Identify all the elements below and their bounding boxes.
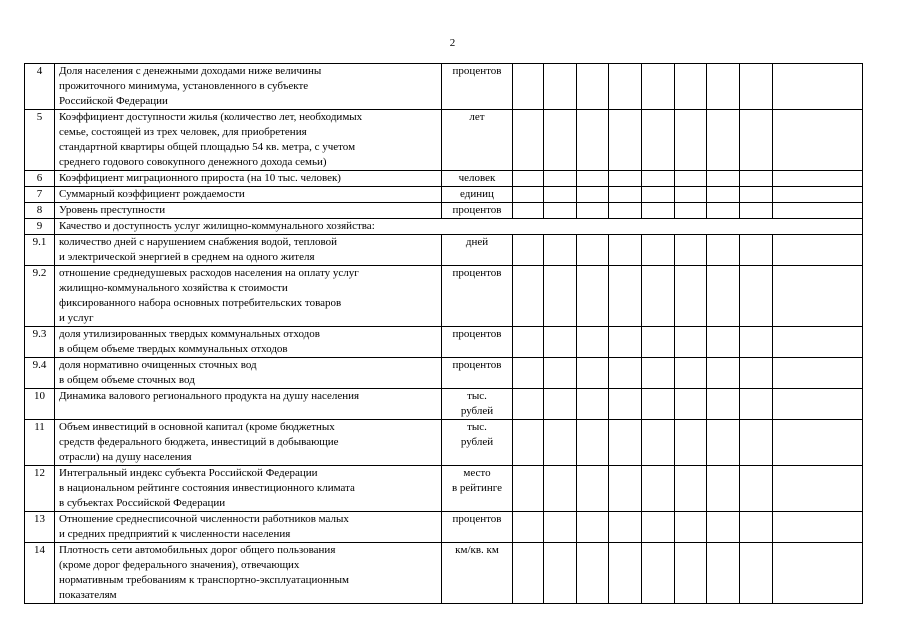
value-cell	[740, 203, 773, 219]
value-cell	[577, 389, 609, 420]
value-cell	[577, 203, 609, 219]
value-cell	[740, 543, 773, 604]
row-number-cell: 13	[25, 512, 55, 543]
value-cell	[577, 327, 609, 358]
unit-cell: дней	[442, 235, 513, 266]
unit-cell: тыс. рублей	[442, 420, 513, 466]
value-cell	[609, 358, 642, 389]
value-cell	[773, 512, 863, 543]
value-cell	[773, 420, 863, 466]
indicator-name-cell: Коэффициент доступности жилья (количество лет, необходимых семье, состоящей из трех человек, для приобретения стандартной квартиры общей площадью 54 кв. метра, с учетом среднего годового совокупного денежного дохода семьи)	[55, 110, 442, 171]
value-cell	[642, 389, 675, 420]
indicators-table	[24, 63, 863, 604]
value-cell	[675, 358, 707, 389]
value-cell	[675, 235, 707, 266]
value-cell	[707, 266, 740, 327]
value-cell	[642, 203, 675, 219]
value-cell	[740, 420, 773, 466]
value-cell	[609, 171, 642, 187]
value-cell	[740, 187, 773, 203]
indicator-name-cell: Коэффициент миграционного прироста (на 10 тыс. человек)	[55, 171, 442, 187]
unit-cell: процентов	[442, 358, 513, 389]
indicator-name-cell: Отношение среднесписочной численности работников малых и средних предприятий к численности населения	[55, 512, 442, 543]
value-cell	[773, 203, 863, 219]
table-row	[25, 110, 863, 171]
value-cell	[740, 64, 773, 110]
value-cell	[513, 420, 544, 466]
indicator-name-cell: Суммарный коэффициент рождаемости	[55, 187, 442, 203]
value-cell	[773, 327, 863, 358]
value-cell	[513, 543, 544, 604]
value-cell	[609, 420, 642, 466]
value-cell	[609, 543, 642, 604]
value-cell	[707, 171, 740, 187]
value-cell	[577, 187, 609, 203]
value-cell	[577, 235, 609, 266]
value-cell	[707, 543, 740, 604]
value-cell	[773, 543, 863, 604]
value-cell	[513, 235, 544, 266]
value-cell	[642, 420, 675, 466]
value-cell	[609, 187, 642, 203]
table-row	[25, 512, 863, 543]
value-cell	[740, 327, 773, 358]
value-cell	[544, 420, 577, 466]
value-cell	[740, 171, 773, 187]
indicator-name-cell: доля нормативно очищенных сточных вод в общем объеме сточных вод	[55, 358, 442, 389]
unit-cell: человек	[442, 171, 513, 187]
value-cell	[773, 110, 863, 171]
row-number-cell: 8	[25, 203, 55, 219]
unit-cell: процентов	[442, 512, 513, 543]
value-cell	[642, 187, 675, 203]
table-row	[25, 466, 863, 512]
table-row	[25, 266, 863, 327]
table-row	[25, 358, 863, 389]
value-cell	[642, 235, 675, 266]
value-cell	[609, 64, 642, 110]
value-cell	[642, 266, 675, 327]
value-cell	[609, 327, 642, 358]
value-cell	[544, 187, 577, 203]
indicator-name-cell: Плотность сети автомобильных дорог общего пользования (кроме дорог федерального значения), отвечающих нормативным требованиям к транспортно-эксплуатационным показателям	[55, 543, 442, 604]
indicator-name-cell: отношение среднедушевых расходов населения на оплату услуг жилищно-коммунального хозяйства к стоимости фиксированного набора основных потребительских товаров и услуг	[55, 266, 442, 327]
value-cell	[577, 110, 609, 171]
row-number-cell: 9.1	[25, 235, 55, 266]
value-cell	[707, 235, 740, 266]
value-cell	[740, 235, 773, 266]
indicator-name-cell: Динамика валового регионального продукта на душу населения	[55, 389, 442, 420]
table-row	[25, 187, 863, 203]
value-cell	[577, 266, 609, 327]
value-cell	[609, 266, 642, 327]
value-cell	[642, 327, 675, 358]
table-row	[25, 389, 863, 420]
unit-cell: процентов	[442, 266, 513, 327]
value-cell	[544, 543, 577, 604]
value-cell	[773, 235, 863, 266]
value-cell	[544, 327, 577, 358]
value-cell	[642, 171, 675, 187]
unit-cell: процентов	[442, 64, 513, 110]
value-cell	[577, 466, 609, 512]
unit-cell: лет	[442, 110, 513, 171]
value-cell	[707, 187, 740, 203]
value-cell	[707, 358, 740, 389]
value-cell	[513, 327, 544, 358]
value-cell	[609, 466, 642, 512]
unit-cell: процентов	[442, 327, 513, 358]
value-cell	[544, 64, 577, 110]
value-cell	[577, 171, 609, 187]
unit-cell: процентов	[442, 203, 513, 219]
table-body	[25, 64, 863, 604]
value-cell	[675, 187, 707, 203]
value-cell	[609, 235, 642, 266]
row-number-cell: 9.2	[25, 266, 55, 327]
table-row	[25, 64, 863, 110]
indicator-name-cell: Интегральный индекс субъекта Российской Федерации в национальном рейтинге состояния инвестиционного климата в субъектах Российской Федерации	[55, 466, 442, 512]
table-row	[25, 543, 863, 604]
value-cell	[773, 466, 863, 512]
value-cell	[740, 512, 773, 543]
indicator-name-cell: Объем инвестиций в основной капитал (кроме бюджетных средств федерального бюджета, инвестиций в добывающие отрасли) на душу населения	[55, 420, 442, 466]
value-cell	[740, 266, 773, 327]
row-number-cell: 4	[25, 64, 55, 110]
value-cell	[740, 110, 773, 171]
value-cell	[544, 358, 577, 389]
table-row	[25, 420, 863, 466]
value-cell	[675, 327, 707, 358]
indicator-name-cell: количество дней с нарушением снабжения водой, тепловой и электрической энергией в среднем на одного жителя	[55, 235, 442, 266]
indicator-name-cell: доля утилизированных твердых коммунальных отходов в общем объеме твердых коммунальных отходов	[55, 327, 442, 358]
value-cell	[675, 266, 707, 327]
row-number-cell: 9.4	[25, 358, 55, 389]
value-cell	[513, 266, 544, 327]
value-cell	[740, 358, 773, 389]
value-cell	[544, 466, 577, 512]
value-cell	[642, 512, 675, 543]
value-cell	[740, 389, 773, 420]
value-cell	[577, 64, 609, 110]
indicator-name-cell: Доля населения с денежными доходами ниже величины прожиточного минимума, установленного в субъекте Российской Федерации	[55, 64, 442, 110]
table-row	[25, 327, 863, 358]
value-cell	[513, 466, 544, 512]
value-cell	[609, 512, 642, 543]
value-cell	[773, 171, 863, 187]
value-cell	[675, 543, 707, 604]
unit-cell: км/кв. км	[442, 543, 513, 604]
value-cell	[675, 171, 707, 187]
row-number-cell: 12	[25, 466, 55, 512]
value-cell	[642, 110, 675, 171]
value-cell	[707, 420, 740, 466]
value-cell	[513, 110, 544, 171]
value-cell	[544, 389, 577, 420]
table-row	[25, 235, 863, 266]
value-cell	[707, 389, 740, 420]
value-cell	[513, 64, 544, 110]
value-cell	[773, 389, 863, 420]
section-heading-cell: Качество и доступность услуг жилищно-коммунального хозяйства:	[55, 219, 863, 235]
value-cell	[773, 187, 863, 203]
unit-cell: единиц	[442, 187, 513, 203]
value-cell	[609, 389, 642, 420]
row-number-cell: 11	[25, 420, 55, 466]
value-cell	[513, 187, 544, 203]
value-cell	[675, 420, 707, 466]
value-cell	[675, 110, 707, 171]
page-number: 2	[449, 37, 456, 49]
value-cell	[577, 543, 609, 604]
value-cell	[707, 203, 740, 219]
row-number-cell: 9	[25, 219, 55, 235]
value-cell	[675, 203, 707, 219]
value-cell	[544, 266, 577, 327]
value-cell	[642, 466, 675, 512]
value-cell	[707, 466, 740, 512]
value-cell	[675, 389, 707, 420]
value-cell	[773, 64, 863, 110]
row-number-cell: 6	[25, 171, 55, 187]
value-cell	[675, 64, 707, 110]
value-cell	[609, 110, 642, 171]
value-cell	[642, 358, 675, 389]
value-cell	[609, 203, 642, 219]
value-cell	[707, 512, 740, 543]
unit-cell: место в рейтинге	[442, 466, 513, 512]
value-cell	[577, 512, 609, 543]
value-cell	[544, 512, 577, 543]
table-row	[25, 219, 863, 235]
value-cell	[707, 64, 740, 110]
value-cell	[773, 266, 863, 327]
row-number-cell: 14	[25, 543, 55, 604]
value-cell	[513, 171, 544, 187]
value-cell	[773, 358, 863, 389]
value-cell	[513, 512, 544, 543]
table-row	[25, 203, 863, 219]
value-cell	[577, 420, 609, 466]
value-cell	[513, 389, 544, 420]
value-cell	[675, 466, 707, 512]
value-cell	[740, 466, 773, 512]
value-cell	[707, 110, 740, 171]
value-cell	[642, 64, 675, 110]
value-cell	[544, 171, 577, 187]
indicator-name-cell: Уровень преступности	[55, 203, 442, 219]
table-row	[25, 171, 863, 187]
value-cell	[544, 110, 577, 171]
row-number-cell: 7	[25, 187, 55, 203]
value-cell	[544, 235, 577, 266]
value-cell	[544, 203, 577, 219]
row-number-cell: 10	[25, 389, 55, 420]
value-cell	[577, 358, 609, 389]
value-cell	[513, 203, 544, 219]
value-cell	[675, 512, 707, 543]
row-number-cell: 5	[25, 110, 55, 171]
value-cell	[642, 543, 675, 604]
row-number-cell: 9.3	[25, 327, 55, 358]
value-cell	[707, 327, 740, 358]
value-cell	[513, 358, 544, 389]
unit-cell: тыс. рублей	[442, 389, 513, 420]
